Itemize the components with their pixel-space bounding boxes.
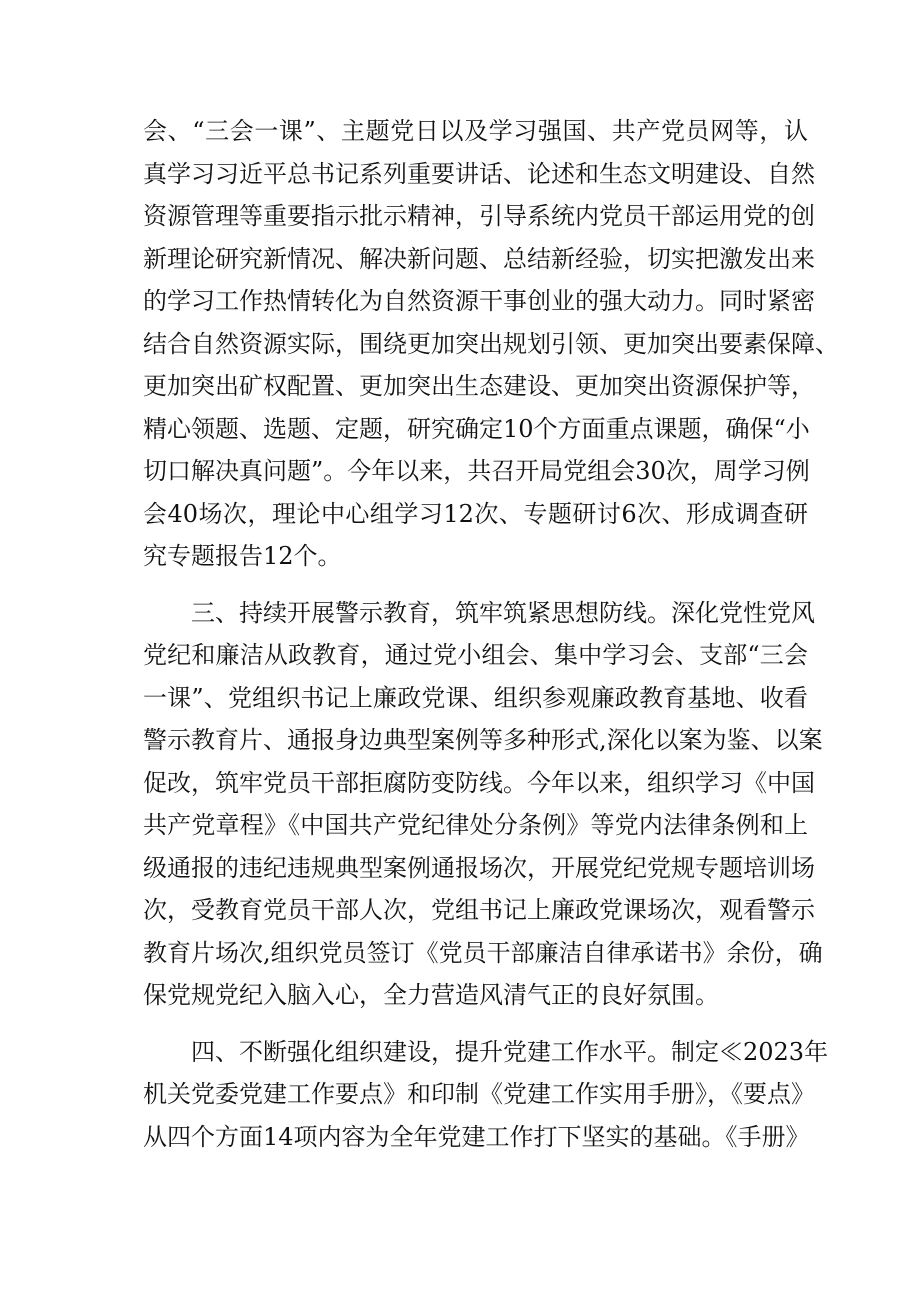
- text-line: 级通报的违纪违规典型案例通报场次，开展党纪党规专题培训场: [143, 853, 815, 882]
- text-line: 教育片场次,组织党员签订《党员干部廉洁自律承诺书》余份，确: [143, 938, 823, 967]
- text-line: 次，受教育党员干部人次，党组书记上廉政党课场次，观看警示: [143, 896, 815, 924]
- text-line: 真学习习近平总书记系列重要讲话、论述和生态文明建设、自然: [143, 159, 815, 188]
- text-line: 结合自然资源实际，围绕更加突出规划引领、更加突出要素保障、: [143, 329, 839, 358]
- text-line: 切口解决真问题”。今年以来，共召开局党组会30次，周学习例: [143, 457, 810, 485]
- text-line: 四、不断强化组织建设，提升党建工作水平。制定≪2023年: [191, 1037, 829, 1066]
- text-line: 促改，筑牢党员干部拒腐防变防线。今年以来，组织学习《中国: [143, 768, 815, 797]
- text-line: 从四个方面14项内容为全年党建工作打下坚实的基础。《手册》: [143, 1122, 810, 1151]
- paragraph-continued: [143, 110, 839, 578]
- text-line: 会、“三会一课”、主题党日以及学习强国、共产党员网等，认: [143, 117, 808, 145]
- text-line: 究专题报告12个。: [143, 542, 342, 570]
- text-line: 新理论研究新情况、解决新问题、总结新经验，切实把激发出来: [143, 244, 815, 273]
- text-line: 资源管理等重要指示批示精神，引导系统内党员干部运用党的创: [143, 202, 815, 230]
- text-line: 保党规党纪入脑入心，全力营造风清气正的良好氛围。: [143, 981, 719, 1009]
- paragraph-organization-building: [143, 1031, 829, 1159]
- text-line: 党纪和廉洁从政教育，通过党小组会、集中学习会、支部“三会: [143, 641, 808, 669]
- text-line: 更加突出矿权配置、更加突出生态建设、更加突出资源保护等，: [143, 372, 815, 400]
- text-line: 会40场次，理论中心组学习12次、专题研讨6次、形成调查研: [143, 499, 808, 528]
- text-line: 机关党委党建工作要点》和印制《党建工作实用手册》，《要点》: [143, 1080, 815, 1108]
- paragraph-warning-education: [143, 592, 823, 1017]
- text-line: 的学习工作热情转化为自然资源干事创业的强大动力。同时紧密: [143, 287, 815, 315]
- document-body: [143, 110, 839, 1158]
- text-line: 一课”、党组织书记上廉政党课、组织参观廉政教育基地、收看: [143, 683, 808, 712]
- text-line: 精心领题、选题、定题，研究确定10个方面重点课题，确保“小: [143, 414, 810, 443]
- text-line: 共产党章程》《中国共产党纪律处分条例》等党内法律条例和上: [143, 811, 808, 839]
- paragraph-gap: [143, 1017, 808, 1031]
- text-line: 警示教育片、通报身边典型案例等多种形式,深化以案为鉴、以案: [143, 726, 823, 754]
- paragraph-gap: [143, 578, 808, 592]
- text-line: 三、持续开展警示教育，筑牢筑紧思想防线。深化党性党风: [191, 598, 815, 627]
